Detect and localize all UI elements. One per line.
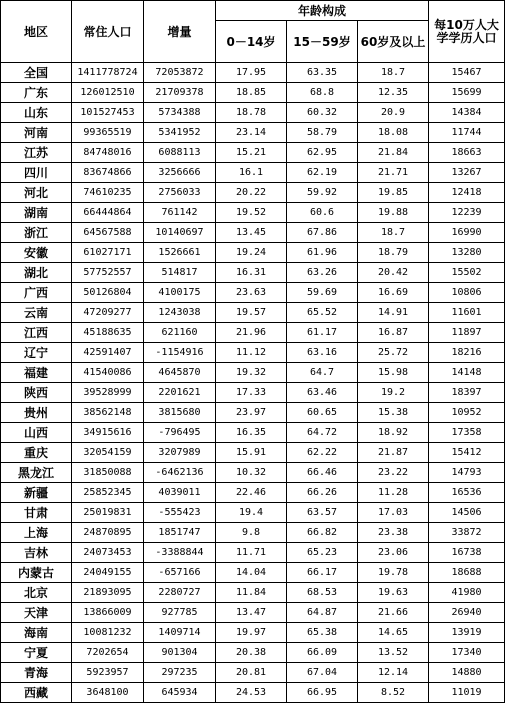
cell-region: 内蒙古 (1, 563, 72, 583)
cell-increase: 5341952 (144, 123, 216, 143)
cell-edu: 26940 (429, 603, 505, 623)
cell-age-60-plus: 25.72 (358, 343, 429, 363)
cell-edu: 11897 (429, 323, 505, 343)
cell-edu: 16990 (429, 223, 505, 243)
cell-age-60-plus: 12.35 (358, 83, 429, 103)
cell-increase: 1243038 (144, 303, 216, 323)
cell-increase: -555423 (144, 503, 216, 523)
table-row (1, 303, 505, 323)
cell-increase: 4645870 (144, 363, 216, 383)
cell-age-0-14: 9.8 (216, 523, 287, 543)
cell-population: 41540086 (72, 363, 144, 383)
cell-age-60-plus: 21.71 (358, 163, 429, 183)
cell-edu: 15467 (429, 63, 505, 83)
table-row (1, 463, 505, 483)
cell-age-15-59: 68.8 (287, 83, 358, 103)
cell-age-0-14: 22.46 (216, 483, 287, 503)
cell-age-60-plus: 23.38 (358, 523, 429, 543)
cell-age-15-59: 64.7 (287, 363, 358, 383)
cell-age-0-14: 20.81 (216, 663, 287, 683)
table-row (1, 543, 505, 563)
cell-edu: 12418 (429, 183, 505, 203)
cell-age-15-59: 61.17 (287, 323, 358, 343)
cell-age-60-plus: 12.14 (358, 663, 429, 683)
cell-age-0-14: 15.91 (216, 443, 287, 463)
cell-age-60-plus: 21.84 (358, 143, 429, 163)
table-row (1, 343, 505, 363)
cell-age-60-plus: 15.98 (358, 363, 429, 383)
cell-age-0-14: 11.84 (216, 583, 287, 603)
table-row (1, 163, 505, 183)
cell-age-15-59: 62.22 (287, 443, 358, 463)
cell-population: 3648100 (72, 683, 144, 703)
cell-age-60-plus: 21.66 (358, 603, 429, 623)
cell-increase: 3207989 (144, 443, 216, 463)
cell-population: 13866009 (72, 603, 144, 623)
table-row (1, 663, 505, 683)
cell-edu: 17358 (429, 423, 505, 443)
cell-increase: -796495 (144, 423, 216, 443)
cell-edu: 13919 (429, 623, 505, 643)
cell-age-60-plus: 19.88 (358, 203, 429, 223)
table-row (1, 83, 505, 103)
cell-age-60-plus: 18.92 (358, 423, 429, 443)
cell-age-15-59: 61.96 (287, 243, 358, 263)
cell-edu: 18216 (429, 343, 505, 363)
cell-age-60-plus: 19.78 (358, 563, 429, 583)
cell-age-0-14: 18.78 (216, 103, 287, 123)
cell-age-0-14: 20.22 (216, 183, 287, 203)
cell-increase: 297235 (144, 663, 216, 683)
cell-population: 101527453 (72, 103, 144, 123)
cell-increase: 21709378 (144, 83, 216, 103)
table-row (1, 603, 505, 623)
cell-region: 新疆 (1, 483, 72, 503)
cell-age-0-14: 23.63 (216, 283, 287, 303)
cell-age-60-plus: 14.65 (358, 623, 429, 643)
cell-age-15-59: 59.92 (287, 183, 358, 203)
cell-population: 45188635 (72, 323, 144, 343)
cell-region: 江苏 (1, 143, 72, 163)
cell-increase: 901304 (144, 643, 216, 663)
cell-age-15-59: 63.57 (287, 503, 358, 523)
cell-increase: 4039011 (144, 483, 216, 503)
header-edu: 每10万人大学学历人口 (429, 1, 505, 63)
cell-edu: 16738 (429, 543, 505, 563)
cell-region: 安徽 (1, 243, 72, 263)
cell-population: 50126804 (72, 283, 144, 303)
table-row (1, 523, 505, 543)
table-row (1, 203, 505, 223)
table-row (1, 683, 505, 703)
table-row (1, 383, 505, 403)
cell-age-0-14: 13.47 (216, 603, 287, 623)
cell-age-60-plus: 11.28 (358, 483, 429, 503)
cell-region: 海南 (1, 623, 72, 643)
header-age-60-plus: 60岁及以上 (358, 21, 429, 63)
cell-increase: 10140697 (144, 223, 216, 243)
cell-population: 25019831 (72, 503, 144, 523)
cell-age-15-59: 64.72 (287, 423, 358, 443)
cell-increase: 1851747 (144, 523, 216, 543)
table-row (1, 183, 505, 203)
cell-region: 云南 (1, 303, 72, 323)
cell-region: 四川 (1, 163, 72, 183)
cell-population: 21893095 (72, 583, 144, 603)
header-increase: 增量 (144, 1, 216, 63)
cell-age-0-14: 13.45 (216, 223, 287, 243)
cell-region: 湖北 (1, 263, 72, 283)
cell-age-60-plus: 23.22 (358, 463, 429, 483)
cell-edu: 14384 (429, 103, 505, 123)
cell-age-0-14: 11.12 (216, 343, 287, 363)
cell-population: 83674866 (72, 163, 144, 183)
cell-age-60-plus: 18.79 (358, 243, 429, 263)
cell-region: 广东 (1, 83, 72, 103)
table-row (1, 123, 505, 143)
cell-edu: 16536 (429, 483, 505, 503)
cell-age-60-plus: 19.85 (358, 183, 429, 203)
cell-age-15-59: 63.16 (287, 343, 358, 363)
cell-age-0-14: 19.97 (216, 623, 287, 643)
cell-increase: 3256666 (144, 163, 216, 183)
table-header (1, 1, 505, 63)
cell-increase: 1526661 (144, 243, 216, 263)
header-age-group: 年龄构成 (216, 1, 429, 21)
cell-age-15-59: 66.95 (287, 683, 358, 703)
table-row (1, 283, 505, 303)
cell-edu: 13267 (429, 163, 505, 183)
table-row (1, 103, 505, 123)
cell-age-60-plus: 17.03 (358, 503, 429, 523)
cell-age-15-59: 63.26 (287, 263, 358, 283)
cell-age-0-14: 17.95 (216, 63, 287, 83)
cell-population: 57752557 (72, 263, 144, 283)
cell-age-60-plus: 15.38 (358, 403, 429, 423)
cell-edu: 14793 (429, 463, 505, 483)
cell-age-0-14: 19.24 (216, 243, 287, 263)
cell-edu: 10806 (429, 283, 505, 303)
cell-region: 山东 (1, 103, 72, 123)
cell-age-0-14: 11.71 (216, 543, 287, 563)
table-row (1, 363, 505, 383)
cell-age-60-plus: 18.7 (358, 63, 429, 83)
cell-age-15-59: 60.6 (287, 203, 358, 223)
cell-increase: 2756033 (144, 183, 216, 203)
cell-age-0-14: 10.32 (216, 463, 287, 483)
cell-edu: 12239 (429, 203, 505, 223)
cell-increase: 5734388 (144, 103, 216, 123)
cell-region: 河北 (1, 183, 72, 203)
cell-age-15-59: 66.17 (287, 563, 358, 583)
cell-edu: 11601 (429, 303, 505, 323)
cell-region: 福建 (1, 363, 72, 383)
cell-increase: 72053872 (144, 63, 216, 83)
cell-increase: 645934 (144, 683, 216, 703)
cell-age-0-14: 21.96 (216, 323, 287, 343)
cell-increase: 6088113 (144, 143, 216, 163)
cell-increase: 514817 (144, 263, 216, 283)
cell-edu: 18688 (429, 563, 505, 583)
table-row (1, 323, 505, 343)
cell-region: 天津 (1, 603, 72, 623)
cell-age-0-14: 19.4 (216, 503, 287, 523)
cell-increase: 4100175 (144, 283, 216, 303)
cell-population: 61027171 (72, 243, 144, 263)
cell-age-0-14: 19.57 (216, 303, 287, 323)
cell-age-0-14: 23.97 (216, 403, 287, 423)
cell-age-15-59: 65.52 (287, 303, 358, 323)
cell-age-0-14: 14.04 (216, 563, 287, 583)
table-row (1, 403, 505, 423)
table-row (1, 63, 505, 83)
table-row (1, 243, 505, 263)
cell-edu: 13280 (429, 243, 505, 263)
cell-age-60-plus: 18.08 (358, 123, 429, 143)
cell-age-60-plus: 20.9 (358, 103, 429, 123)
cell-region: 北京 (1, 583, 72, 603)
cell-increase: -1154916 (144, 343, 216, 363)
cell-region: 青海 (1, 663, 72, 683)
cell-region: 河南 (1, 123, 72, 143)
cell-age-15-59: 66.82 (287, 523, 358, 543)
cell-age-15-59: 63.46 (287, 383, 358, 403)
cell-age-60-plus: 16.87 (358, 323, 429, 343)
cell-edu: 18663 (429, 143, 505, 163)
cell-age-15-59: 60.32 (287, 103, 358, 123)
cell-population: 25852345 (72, 483, 144, 503)
cell-edu: 10952 (429, 403, 505, 423)
cell-age-15-59: 62.19 (287, 163, 358, 183)
cell-age-0-14: 16.31 (216, 263, 287, 283)
cell-age-60-plus: 18.7 (358, 223, 429, 243)
cell-age-60-plus: 13.52 (358, 643, 429, 663)
cell-age-15-59: 66.46 (287, 463, 358, 483)
cell-region: 吉林 (1, 543, 72, 563)
cell-region: 浙江 (1, 223, 72, 243)
cell-population: 1411778724 (72, 63, 144, 83)
cell-population: 42591407 (72, 343, 144, 363)
cell-age-60-plus: 19.2 (358, 383, 429, 403)
cell-edu: 15699 (429, 83, 505, 103)
cell-edu: 11744 (429, 123, 505, 143)
cell-population: 66444864 (72, 203, 144, 223)
cell-region: 湖南 (1, 203, 72, 223)
cell-population: 24049155 (72, 563, 144, 583)
cell-population: 38562148 (72, 403, 144, 423)
cell-age-60-plus: 19.63 (358, 583, 429, 603)
table-row (1, 623, 505, 643)
cell-edu: 14148 (429, 363, 505, 383)
cell-age-15-59: 63.35 (287, 63, 358, 83)
cell-age-15-59: 64.87 (287, 603, 358, 623)
cell-increase: 761142 (144, 203, 216, 223)
cell-region: 西藏 (1, 683, 72, 703)
cell-age-0-14: 18.85 (216, 83, 287, 103)
cell-region: 甘肃 (1, 503, 72, 523)
cell-edu: 17340 (429, 643, 505, 663)
cell-population: 31850088 (72, 463, 144, 483)
cell-age-15-59: 66.26 (287, 483, 358, 503)
cell-population: 7202654 (72, 643, 144, 663)
cell-age-0-14: 15.21 (216, 143, 287, 163)
cell-edu: 15502 (429, 263, 505, 283)
cell-region: 上海 (1, 523, 72, 543)
cell-region: 贵州 (1, 403, 72, 423)
cell-increase: 1409714 (144, 623, 216, 643)
table-row (1, 443, 505, 463)
cell-age-15-59: 59.69 (287, 283, 358, 303)
table-row (1, 503, 505, 523)
table-row (1, 223, 505, 243)
table-row (1, 643, 505, 663)
cell-age-15-59: 67.04 (287, 663, 358, 683)
cell-region: 全国 (1, 63, 72, 83)
table-row (1, 423, 505, 443)
cell-age-0-14: 16.1 (216, 163, 287, 183)
cell-age-0-14: 17.33 (216, 383, 287, 403)
cell-edu: 15412 (429, 443, 505, 463)
cell-increase: 3815680 (144, 403, 216, 423)
cell-age-0-14: 19.32 (216, 363, 287, 383)
cell-edu: 18397 (429, 383, 505, 403)
cell-population: 84748016 (72, 143, 144, 163)
cell-region: 江西 (1, 323, 72, 343)
header-age-15-59: 15－59岁 (287, 21, 358, 63)
cell-population: 74610235 (72, 183, 144, 203)
cell-population: 10081232 (72, 623, 144, 643)
cell-age-60-plus: 20.42 (358, 263, 429, 283)
cell-population: 24870895 (72, 523, 144, 543)
table-row (1, 563, 505, 583)
cell-region: 陕西 (1, 383, 72, 403)
header-age-0-14: 0－14岁 (216, 21, 287, 63)
cell-age-0-14: 23.14 (216, 123, 287, 143)
cell-increase: 621160 (144, 323, 216, 343)
cell-age-15-59: 67.86 (287, 223, 358, 243)
cell-increase: -3388844 (144, 543, 216, 563)
cell-population: 34915616 (72, 423, 144, 443)
cell-edu: 14880 (429, 663, 505, 683)
header-population: 常住人口 (72, 1, 144, 63)
cell-increase: -657166 (144, 563, 216, 583)
cell-increase: 2280727 (144, 583, 216, 603)
cell-population: 126012510 (72, 83, 144, 103)
cell-age-15-59: 58.79 (287, 123, 358, 143)
cell-region: 黑龙江 (1, 463, 72, 483)
table-row (1, 483, 505, 503)
table-row (1, 143, 505, 163)
cell-region: 广西 (1, 283, 72, 303)
cell-region: 辽宁 (1, 343, 72, 363)
cell-region: 山西 (1, 423, 72, 443)
cell-edu: 41980 (429, 583, 505, 603)
cell-age-60-plus: 21.87 (358, 443, 429, 463)
cell-age-0-14: 24.53 (216, 683, 287, 703)
cell-age-15-59: 68.53 (287, 583, 358, 603)
cell-age-0-14: 16.35 (216, 423, 287, 443)
cell-age-15-59: 65.38 (287, 623, 358, 643)
cell-age-15-59: 60.65 (287, 403, 358, 423)
cell-age-15-59: 65.23 (287, 543, 358, 563)
cell-edu: 11019 (429, 683, 505, 703)
cell-population: 64567588 (72, 223, 144, 243)
cell-age-60-plus: 23.06 (358, 543, 429, 563)
table-body (1, 63, 505, 703)
cell-age-15-59: 66.09 (287, 643, 358, 663)
cell-region: 重庆 (1, 443, 72, 463)
cell-population: 99365519 (72, 123, 144, 143)
cell-increase: -6462136 (144, 463, 216, 483)
cell-age-15-59: 62.95 (287, 143, 358, 163)
cell-age-0-14: 19.52 (216, 203, 287, 223)
cell-edu: 33872 (429, 523, 505, 543)
cell-population: 5923957 (72, 663, 144, 683)
cell-age-60-plus: 16.69 (358, 283, 429, 303)
cell-region: 宁夏 (1, 643, 72, 663)
table-row (1, 583, 505, 603)
cell-age-60-plus: 14.91 (358, 303, 429, 323)
cell-population: 24073453 (72, 543, 144, 563)
cell-edu: 14506 (429, 503, 505, 523)
table-row (1, 263, 505, 283)
cell-increase: 2201621 (144, 383, 216, 403)
cell-increase: 927785 (144, 603, 216, 623)
header-region: 地区 (1, 1, 72, 63)
cell-population: 32054159 (72, 443, 144, 463)
cell-age-60-plus: 8.52 (358, 683, 429, 703)
cell-population: 47209277 (72, 303, 144, 323)
cell-age-0-14: 20.38 (216, 643, 287, 663)
cell-population: 39528999 (72, 383, 144, 403)
